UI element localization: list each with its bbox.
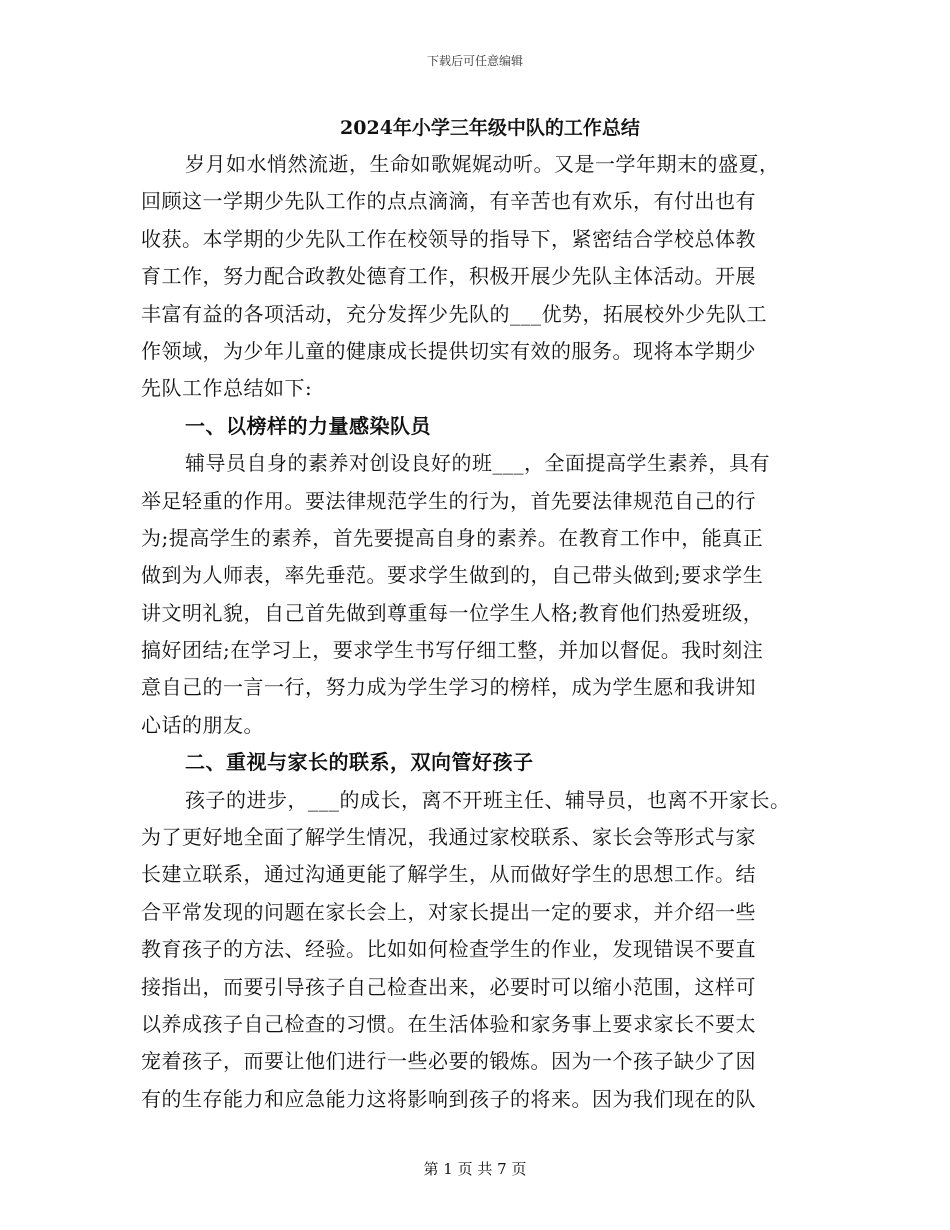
paragraph-line: 宠着孩子，而要让他们进行一些必要的锻炼。因为一个孩子缺少了因 — [141, 1049, 756, 1074]
paragraph-line: 作领域，为少年儿童的健康成长提供切实有效的服务。现将本学期少 — [141, 338, 756, 363]
paragraph-line: 以养成孩子自己检查的习惯。在生活体验和家务事上要求家长不要太 — [141, 1011, 756, 1036]
paragraph-line: 心话的朋友。 — [141, 712, 264, 737]
paragraph-line: 举足轻重的作用。要法律规范学生的行为，首先要法律规范自己的行 — [141, 488, 756, 513]
paragraph-line: 孩子的进步，___的成长，离不开班主任、辅导员，也离不开家长。 — [185, 787, 791, 812]
paragraph-line: 意自己的一言一行，努力成为学生学习的榜样，成为学生愿和我讲知 — [141, 675, 756, 700]
paragraph-line: 合平常发现的问题在家长会上，对家长提出一定的要求，并介绍一些 — [141, 899, 756, 924]
header-note: 下载后可任意编辑 — [426, 54, 523, 68]
paragraph-line: 接指出，而要引导孩子自己检查出来，必要时可以缩小范围，这样可 — [141, 974, 756, 999]
document-body — [141, 146, 791, 1118]
paragraph-line: 搞好团结;在学习上，要求学生书写仔细工整，并加以督促。我时刻注 — [141, 638, 764, 663]
paragraph-line: 丰富有益的各项活动，充分发挥少先队的___优势，拓展校外少先队工 — [141, 301, 767, 326]
paragraph-line: 岁月如水悄然流逝，生命如歌娓娓动听。又是一学年期末的盛夏， — [185, 152, 780, 176]
paragraph-line: 先队工作总结如下: — [141, 376, 313, 401]
paragraph-line: 回顾这一学期少先队工作的点点滴滴，有辛苦也有欢乐，有付出也有 — [141, 189, 756, 214]
paragraph-line: 教育孩子的方法、经验。比如如何检查学生的作业，发现错误不要直 — [141, 937, 756, 962]
paragraph-line: 有的生存能力和应急能力这将影响到孩子的将来。因为我们现在的队 — [141, 1086, 756, 1111]
paragraph-line: 辅导员自身的素养对创设良好的班___，全面提高学生素养，具有 — [185, 451, 770, 476]
paragraph-line: 做到为人师表，率先垂范。要求学生做到的，自己带头做到;要求学生 — [141, 563, 764, 588]
paragraph-line: 为;提高学生的素养，首先要提高自身的素养。在教育工作中，能真正 — [141, 525, 764, 550]
paragraph-line: 长建立联系，通过沟通更能了解学生，从而做好学生的思想工作。结 — [141, 862, 756, 887]
section-heading: 二、重视与家长的联系，双向管好孩子 — [185, 750, 534, 775]
paragraph-line: 为了更好地全面了解学生情况，我通过家校联系、家长会等形式与家 — [141, 825, 756, 850]
section-heading: 一、以榜样的力量感染队员 — [185, 413, 431, 438]
document-title: 2024年小学三年级中队的工作总结 — [340, 117, 640, 139]
paragraph-line: 讲文明礼貌，自己首先做到尊重每一位学生人格;教育他们热爱班级， — [141, 600, 764, 625]
page-footer: 第 1 页 共 7 页 — [423, 1160, 527, 1178]
paragraph-line: 育工作，努力配合政教处德育工作，积极开展少先队主体活动。开展 — [141, 264, 756, 289]
paragraph-line: 收获。本学期的少先队工作在校领导的指导下，紧密结合学校总体教 — [141, 226, 756, 251]
